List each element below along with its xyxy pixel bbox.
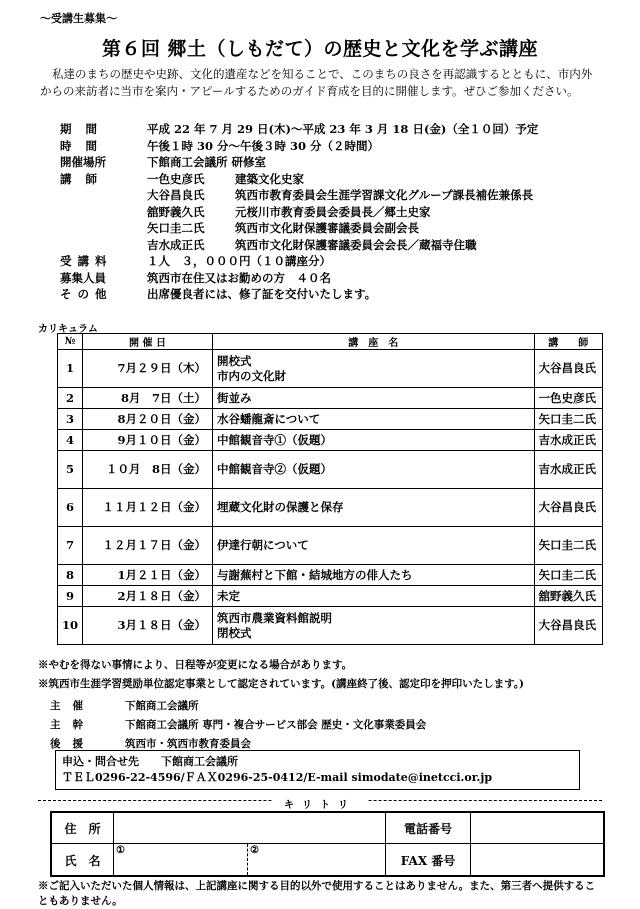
instructor-role: 建築文化史家 <box>235 171 304 186</box>
row-topic: 筑西市農業資料館説明 閉校式 <box>213 607 534 645</box>
row-topic: 水谷蟠龍斎について <box>213 409 534 430</box>
curriculum-table <box>57 333 603 645</box>
cut-label-text: キリトリ <box>272 800 368 811</box>
time-value: 午後１時 30 分～午後３時 30 分（２時間） <box>147 138 380 153</box>
note: ※やむを得ない事情により、日程等が変更になる場合があります。 <box>38 659 353 671</box>
detail-other <box>60 286 620 303</box>
name-field-1[interactable] <box>116 845 246 874</box>
header-no: № <box>58 334 83 350</box>
phone-field[interactable] <box>471 814 602 843</box>
name-field-2[interactable] <box>250 845 384 874</box>
row-date: １１月１２日（金） <box>83 489 213 527</box>
row-topic: 未定 <box>213 586 534 607</box>
row-date: 7月２９日（木） <box>83 350 213 388</box>
organizer-row <box>50 697 426 716</box>
recruit-value: 筑西市在住又はお勤めの方 ４０名 <box>147 270 331 285</box>
organizer-row <box>50 716 426 735</box>
row-topic: 与謝蕪村と下館・結城地方の俳人たち <box>213 565 534 586</box>
header-date: 開 催 日 <box>83 334 213 350</box>
row-number: 10 <box>58 607 83 645</box>
detail-period <box>60 121 620 138</box>
page-title: 第６回 郷土（しもだて）の歴史と文化を学ぶ講座 <box>101 38 539 60</box>
period-label: 期間 <box>60 122 111 136</box>
row-date: 2月１８日（金） <box>83 586 213 607</box>
privacy-note: ※ご記入いただいた個人情報は、上記講座に関する目的以外で使用することはありません。また、第三者へ提供することもありません。 <box>38 880 596 907</box>
name-1-marker: ① <box>116 845 125 856</box>
contact-org: 下館商工会議所 <box>161 755 238 768</box>
curriculum-label: カリキュラム <box>38 324 98 335</box>
row-lecturer: 一色史彦氏 <box>534 388 603 409</box>
table-row <box>58 430 603 451</box>
instructor-role: 筑西市文化財保護審議委員会会長／蔵福寺住職 <box>235 237 477 252</box>
row-topic: 街並み <box>213 388 534 409</box>
row-number: 9 <box>58 586 83 607</box>
detail-instructor-1 <box>60 187 620 204</box>
cut-label <box>0 793 640 812</box>
table-row <box>58 388 603 409</box>
phone-label: 電話番号 <box>403 822 452 836</box>
row-lecturer: 吉水成正氏 <box>534 451 603 489</box>
organizer-value: 下館商工会議所 専門・複合サービス部会 歴史・文化事業委員会 <box>125 719 427 731</box>
row-lecturer: 大谷昌良氏 <box>534 350 603 388</box>
row-date: 9月１０日（金） <box>83 430 213 451</box>
row-lecturer: 舘野義久氏 <box>534 586 603 607</box>
venue-label: 開催場所 <box>60 155 106 169</box>
period-value: 平成 22 年 7 月 29 日(木)～平成 23 年 3 月 18 日(金)（全１０回）予定 <box>147 122 539 136</box>
row-lecturer: 矢口圭二氏 <box>534 409 603 430</box>
detail-fee <box>60 253 620 270</box>
row-topic: 埋蔵文化財の保護と保存 <box>213 489 534 527</box>
intro-paragraph: 私達のまちの歴史や史跡、文化的遺産などを知ることで、このまちの良さを再認識するとともに、市内外からの来訪者に当市を案内・アピールするためのガイド育成を目的に開催します。ぜひご参加ください。 <box>40 67 593 98</box>
instructor-name: 吉水成正氏 <box>147 237 205 252</box>
organizer-value: 下館商工会議所 <box>125 700 199 712</box>
instructor-role: 筑西市文化財保護審議委員会副会長 <box>235 221 419 235</box>
detail-venue <box>60 154 620 171</box>
header-lecturer: 講 師 <box>534 334 603 350</box>
name-label: 氏 名 <box>64 854 101 868</box>
row-date: 1月２１日（金） <box>83 565 213 586</box>
row-number: 4 <box>58 430 83 451</box>
organizers <box>50 697 426 754</box>
recruit-heading: ～受講生募集～ <box>40 12 117 25</box>
row-topic: 中館観音寺②（仮題） <box>213 451 534 489</box>
detail-instructor-2 <box>60 204 620 221</box>
instructor-role: 筑西市教育委員会生涯学習課文化グループ課長補佐兼係長 <box>235 188 534 202</box>
row-topic: 中館観音寺①（仮題） <box>213 430 534 451</box>
detail-time <box>60 138 620 155</box>
header-topic: 講 座 名 <box>213 334 534 350</box>
row-number: 2 <box>58 388 83 409</box>
address-field[interactable] <box>114 814 384 843</box>
row-topic: 開校式 市内の文化財 <box>213 350 534 388</box>
row-date: 8月 7日（土） <box>83 388 213 409</box>
row-date: 8月２０日（金） <box>83 409 213 430</box>
instructor-name: 大谷昌良氏 <box>147 188 205 202</box>
row-lecturer: 矢口圭二氏 <box>534 565 603 586</box>
contact-details[interactable]: ＴＥＬ0296-22-4596/ＦＡＸ0296-25-0412/E-mail simodate@inetcci.or.jp <box>62 771 493 784</box>
table-row <box>58 527 603 565</box>
organizer-label: 主催 <box>50 700 95 712</box>
row-number: 3 <box>58 409 83 430</box>
table-row <box>58 565 603 586</box>
row-number: 6 <box>58 489 83 527</box>
table-row <box>58 489 603 527</box>
row-lecturer: 吉水成正氏 <box>534 430 603 451</box>
fax-label: FAX 番号 <box>400 854 456 868</box>
time-label: 時間 <box>60 138 111 153</box>
organizer-value: 筑西市・筑西市教育委員会 <box>125 738 251 750</box>
detail-instructor-4 <box>60 237 620 254</box>
table-row <box>58 409 603 430</box>
venue-value: 下館商工会議所 研修室 <box>147 155 267 169</box>
other-value: 出席優良者には、修了証を交付いたします。 <box>147 287 377 301</box>
instructor-role: 元桜川市教育委員会委員長／郷土史家 <box>235 204 431 219</box>
course-details <box>60 121 620 303</box>
recruit-label: 募集人員 <box>60 270 106 285</box>
row-lecturer: 大谷昌良氏 <box>534 489 603 527</box>
contact-label: 申込・問合せ先 <box>62 755 139 768</box>
table-row <box>58 350 603 388</box>
row-lecturer: 大谷昌良氏 <box>534 607 603 645</box>
row-lecturer: 矢口圭二氏 <box>534 527 603 565</box>
row-number: 1 <box>58 350 83 388</box>
row-topic: 伊達行朝について <box>213 527 534 565</box>
note: ※筑西市生涯学習奨励単位認定事業として認定されています。(講座終了後、認定印を押印いたします。) <box>38 678 525 690</box>
detail-instructor-0 <box>60 171 620 188</box>
row-number: 8 <box>58 565 83 586</box>
detail-instructor-3 <box>60 220 620 237</box>
fee-value: １人 ３，０００円（１０講座分） <box>147 254 331 268</box>
table-row <box>58 607 603 645</box>
contact-box <box>55 750 580 790</box>
instructor-name: 矢口圭二氏 <box>147 221 205 235</box>
instructor-name: 舘野義久氏 <box>147 204 205 219</box>
organizer-label: 主幹 <box>50 719 95 731</box>
notes <box>38 656 524 694</box>
other-label: その他 <box>60 287 113 301</box>
fax-field[interactable] <box>471 845 602 874</box>
instructor-label: 講師 <box>60 171 111 186</box>
fee-label: 受講料 <box>60 254 113 268</box>
table-row <box>58 451 603 489</box>
application-form <box>50 811 605 877</box>
organizer-label: 後援 <box>50 738 95 750</box>
name-2-marker: ② <box>250 845 259 856</box>
table-header-row <box>58 334 603 350</box>
address-label: 住 所 <box>64 822 101 836</box>
instructor-name: 一色史彦氏 <box>147 171 205 186</box>
row-date: １２月１７日（金） <box>83 527 213 565</box>
row-number: 7 <box>58 527 83 565</box>
row-date: １０月 8日（金） <box>83 451 213 489</box>
detail-recruit <box>60 270 620 287</box>
row-date: 3月１８日（金） <box>83 607 213 645</box>
table-row <box>58 586 603 607</box>
row-number: 5 <box>58 451 83 489</box>
